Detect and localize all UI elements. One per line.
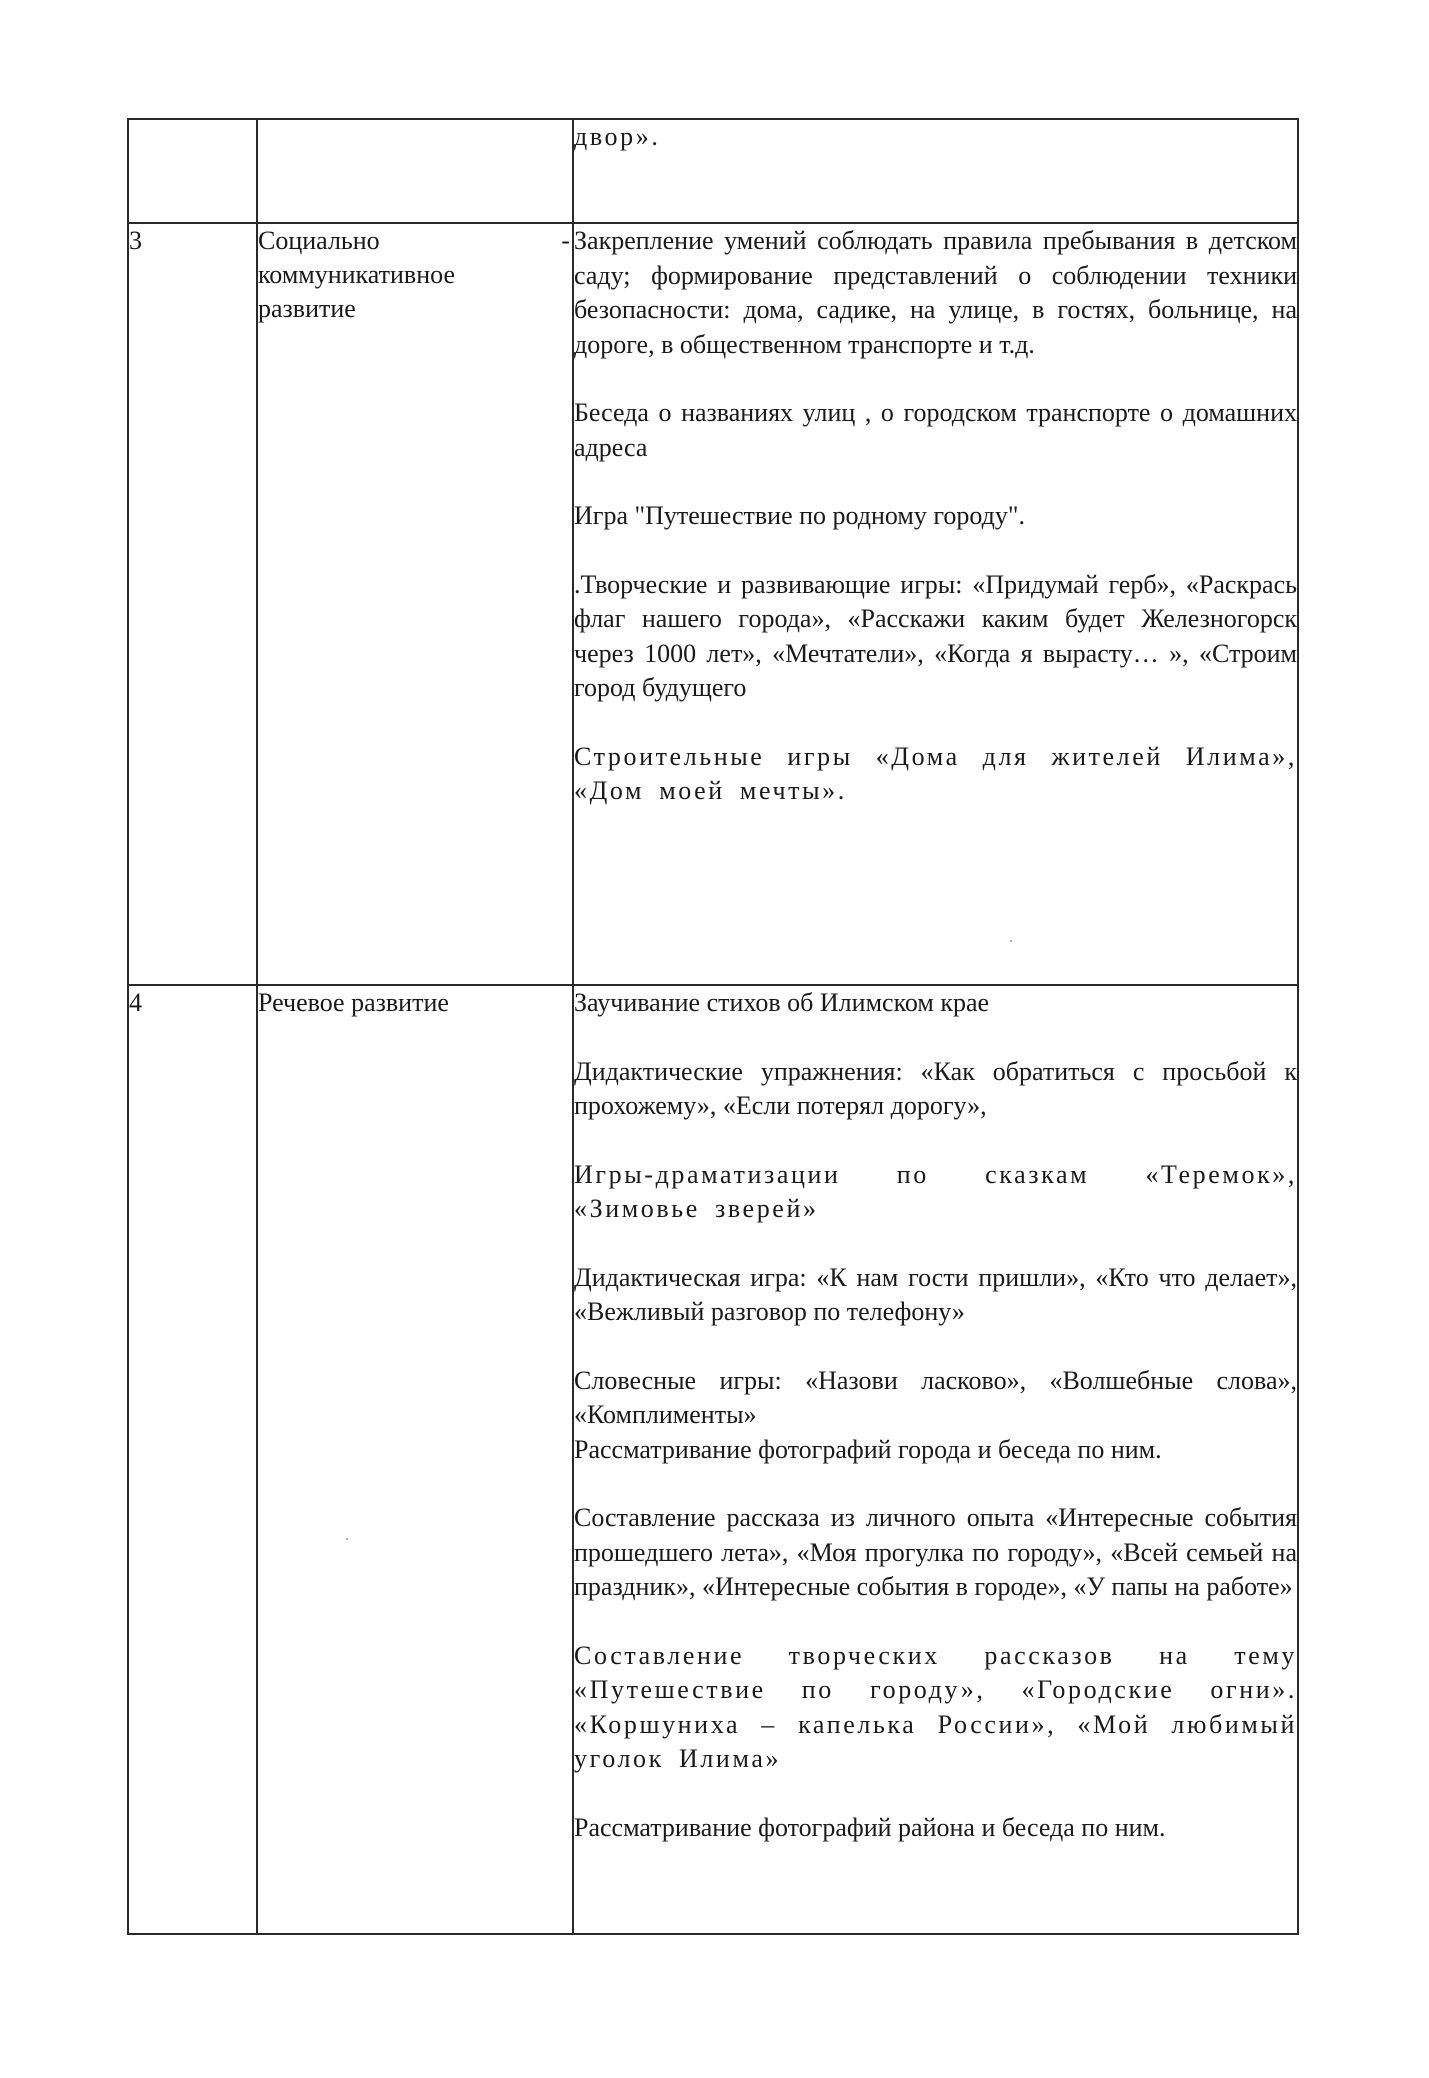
row-number-cell: 4 <box>128 985 257 1934</box>
document-page <box>127 118 1297 1935</box>
content-line: Словесные игры: «Назови ласково», «Волшебные слова», «Комплименты» <box>574 1365 1297 1429</box>
content-cell <box>573 119 1298 223</box>
area-line: Речевое развитие <box>258 988 449 1017</box>
content-paragraph: .Творческие и развивающие игры: «Придумай герб», «Раскрась флаг нашего города», «Расскажи каким будет Железногорск через 1000 лет», «Мечтатели», «Когда я вырасту… », «Строим город будущего <box>574 569 1297 702</box>
content-paragraph: Заучивание стихов об Илимском крае <box>574 988 990 1017</box>
scan-speck <box>1010 940 1012 942</box>
row-number-cell: 3 <box>128 223 257 985</box>
content-paragraph: Закрепление умений соблюдать правила пребывания в детском саду; формирование представлений о соблюдении техники безопасности: дома, садике, на улице, в гостях, больнице, на дороге, в общественном транспорте и т.д. <box>574 226 1297 359</box>
content-paragraph: Рассматривание фотографий района и беседа по ним. <box>574 1812 1166 1842</box>
content-cell <box>573 985 1298 1934</box>
table-row <box>128 223 1298 985</box>
scan-speck <box>346 1538 348 1540</box>
content-paragraph-group <box>574 1364 1297 1468</box>
area-cell <box>257 223 573 985</box>
content-paragraph: Дидактические упражнения: «Как обратиться с просьбой к прохожему», «Если потерял дорогу», <box>574 1056 1297 1120</box>
area-cell <box>257 985 573 1934</box>
area-cell <box>257 119 573 223</box>
activity-table <box>127 118 1299 1935</box>
table-row-continuation <box>128 119 1298 223</box>
content-paragraph: Дидактическая игра: «К нам гости пришли», «Кто что делает», «Вежливый разговор по телефону» <box>574 1262 1297 1326</box>
content-paragraph: Составление рассказа из личного опыта «Интересные события прошедшего лета», «Моя прогулка по городу», «Всей семьей на праздник», «Интересные события в городе», «У папы на работе» <box>574 1503 1297 1601</box>
table-row <box>128 985 1298 1934</box>
row-number-cell <box>128 119 257 223</box>
content-paragraph: Игры-драматизации по сказкам «Теремок», «Зимовье зверей» <box>574 1159 1297 1223</box>
content-line: Рассматривание фотографий города и беседа по ним. <box>574 1434 1162 1464</box>
content-paragraph: Составление творческих рассказов на тему «Путешествие по городу», «Городские огни». «Коршуниха – капелька России», «Мой любимый уголок Илима» <box>574 1640 1297 1773</box>
area-line: развитие <box>258 294 356 323</box>
content-paragraph: Строительные игры «Дома для жителей Илима», «Дом моей мечты». <box>574 741 1297 805</box>
content-paragraph: Игра "Путешествие по родному городу". <box>574 501 1025 530</box>
area-line: коммуникативное <box>258 260 455 289</box>
area-line: Социально - <box>258 226 570 255</box>
content-cell <box>573 223 1298 985</box>
content-paragraph: Беседа о названиях улиц , о городском транспорте о домашних адреса <box>574 398 1297 462</box>
content-paragraph: двор». <box>574 122 661 151</box>
